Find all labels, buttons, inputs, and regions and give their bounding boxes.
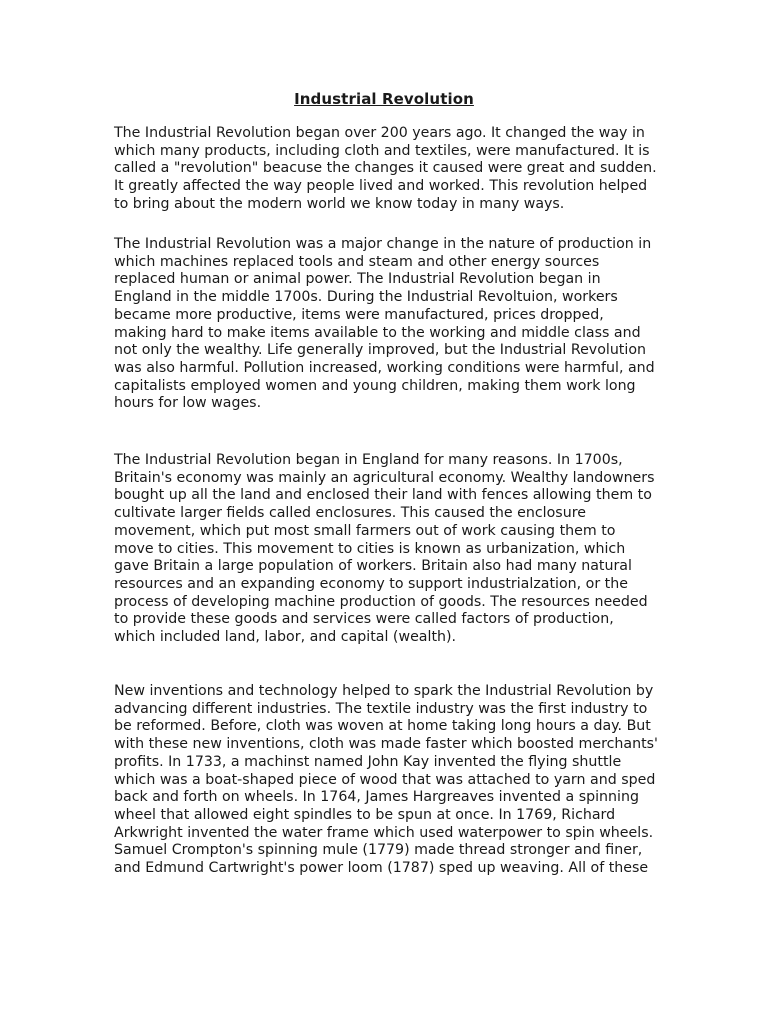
document-title: Industrial Revolution (294, 90, 474, 108)
paragraph-definition: The Industrial Revolution was a major change in the nature of production in which machines replaced tools and steam and other energy sources replaced human or animal power. The Industrial Revolution began in England in the middle 1700s. During the Industrial Revoltuion, workers became more productive, items were manufactured, prices dropped, making hard to make items available to the working and middle class and not only the wealthy. Life generally improved, but the Industrial Revolution was also harmful. Pollution increased, working conditions were harmful, and capitalists employed women and young children, making them work long hours for low wages. (114, 236, 655, 412)
paragraph-intro: The Industrial Revolution began over 200 years ago. It changed the way in which many products, including cloth and textiles, were manufactured. It is called a "revolution" beacuse the changes it caused were great and sudden. It greatly affected the way people lived and worked. This revolution helped to bring about the modern world we know today in many ways. (114, 125, 657, 212)
paragraph-inventions: New inventions and technology helped to spark the Industrial Revolution by advancing different industries. The textile industry was the first industry to be reformed. Before, cloth was woven at home taking long hours a day. But with these new inventions, cloth was made faster which boosted merchants' profits. In 1733, a machinst named John Kay invented the flying shuttle which was a boat-shaped piece of wood that was attached to yarn and sped back and forth on wheels. In 1764, James Hargreaves invented a spinning wheel that allowed eight spindles to be spun at once. In 1769, Richard Arkwright invented the water frame which used waterpower to spin wheels. Samuel Crompton's spinning mule (1779) made thread stronger and finer, and Edmund Cartwright's power loom (1787) sped up weaving. All of these (114, 683, 658, 877)
paragraph-causes: The Industrial Revolution began in England for many reasons. In 1700s, Britain's economy was mainly an agricultural economy. Wealthy landowners bought up all the land and enclosed their land with fences allowing them to cultivate larger fields called enclosures. This caused the enclosure movement, which put most small farmers out of work causing them to move to cities. This movement to cities is known as urbanization, which gave Britain a large population of workers. Britain also had many natural resources and an expanding economy to support industrialzation, or the process of developing machine production of goods. The resources needed to provide these goods and services were called factors of production, which included land, labor, and capital (wealth). (114, 452, 655, 646)
